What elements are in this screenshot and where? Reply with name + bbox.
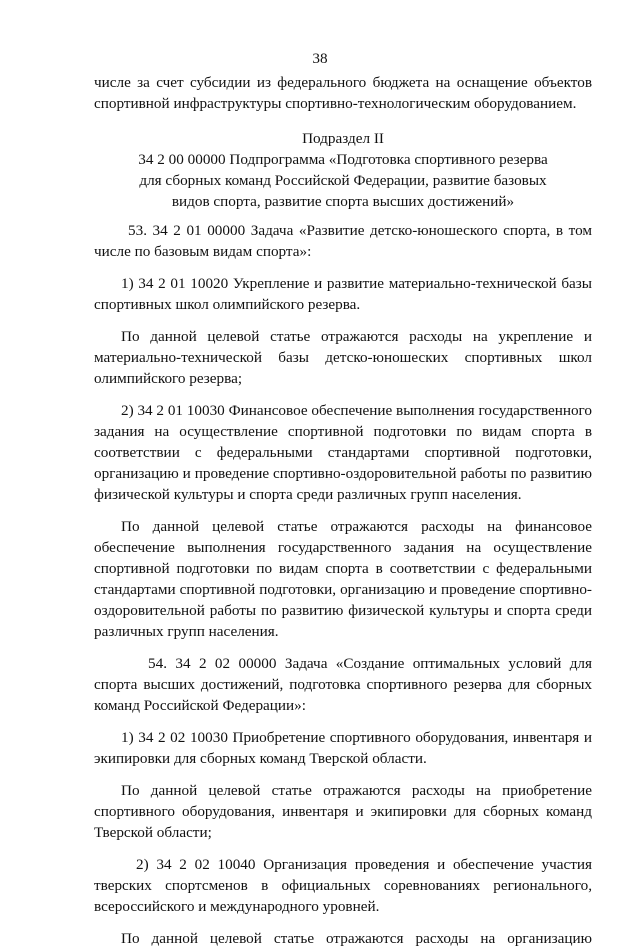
- text-line: числе по базовым видам спорта»:: [94, 243, 312, 260]
- document-body: [94, 72, 592, 949]
- text-line: материально-технической базы детско-юношеских спортивных школ: [94, 349, 592, 366]
- text-line: физической культуры и спорта среди различных групп населения.: [94, 486, 522, 503]
- description-paragraph: [94, 928, 592, 949]
- heading-line: для сборных команд Российской Федерации, развитие базовых: [139, 172, 547, 189]
- description-paragraph: [94, 326, 592, 389]
- text-line: По данной целевой статье отражаются расходы на приобретение: [121, 782, 592, 799]
- text-line: оздоровительной работы по развитию физической культуры и спорта среди: [94, 602, 592, 619]
- description-paragraph: [94, 516, 592, 642]
- text-line: По данной целевой статье отражаются расходы на организацию: [121, 930, 592, 947]
- task-paragraph-54: [94, 653, 592, 716]
- subsection-heading: [94, 128, 592, 212]
- text-line: задания на осуществление спортивной подготовки по видам спорта в: [94, 423, 592, 440]
- text-line: различных групп населения.: [94, 623, 279, 640]
- text-line: 2) 34 2 01 10030 Финансовое обеспечение выполнения государственного: [121, 402, 592, 419]
- text-line: спортивных школ олимпийского резерва.: [94, 296, 361, 313]
- text-line: стандартами спортивной подготовки, организацию и проведение спортивно-: [94, 581, 592, 598]
- heading-line: 34 2 00 00000 Подпрограмма «Подготовка спортивного резерва: [138, 151, 548, 168]
- text-line: спортивного оборудования, инвентаря и экипировки для сборных команд: [94, 803, 592, 820]
- item-paragraph: [94, 273, 592, 315]
- text-line: Тверской области;: [94, 824, 212, 841]
- text-line: спорта высших достижений, подготовка спортивного резерва для сборных: [94, 676, 592, 693]
- description-paragraph: [94, 780, 592, 843]
- heading-line: видов спорта, развитие спорта высших достижений»: [171, 193, 515, 210]
- text-line: соответствии с федеральными стандартами спортивной подготовки,: [94, 444, 592, 461]
- text-line: 2) 34 2 02 10040 Организация проведения и обеспечение участия: [136, 856, 592, 873]
- page-number: 38: [312, 50, 328, 67]
- item-paragraph: [94, 400, 592, 505]
- text-line: обеспечение выполнения государственного задания на осуществление: [94, 539, 592, 556]
- task-paragraph-53: [94, 220, 592, 262]
- text-line: всероссийского и международного уровней.: [94, 898, 380, 915]
- text-line: По данной целевой статье отражаются расходы на укрепление и: [121, 328, 592, 345]
- text-line: числе за счет субсидии из федерального бюджета на оснащение объектов: [94, 74, 592, 91]
- text-line: организацию и проведение спортивно-оздоровительной работы по развитию: [94, 465, 592, 482]
- subsection-title: Подраздел II: [302, 130, 384, 147]
- text-line: 54. 34 2 02 00000 Задача «Создание оптимальных условий для: [148, 655, 592, 672]
- text-line: По данной целевой статье отражаются расходы на финансовое: [121, 518, 592, 535]
- text-line: 53. 34 2 01 00000 Задача «Развитие детско-юношеского спорта, в том: [128, 222, 592, 239]
- text-line: экипировки для сборных команд Тверской области.: [94, 750, 427, 767]
- text-line: 1) 34 2 02 10030 Приобретение спортивного оборудования, инвентаря и: [121, 729, 592, 746]
- text-line: спортивной инфраструктуры спортивно-технологическим оборудованием.: [94, 95, 577, 112]
- text-line: тверских спортсменов в официальных соревнованиях регионального,: [94, 877, 592, 894]
- item-paragraph: [94, 727, 592, 769]
- item-paragraph: [94, 854, 592, 917]
- text-line: команд Российской Федерации»:: [94, 697, 306, 714]
- paragraph-continuation: [94, 72, 592, 114]
- text-line: спортивной подготовки по видам спорта в соответствии с федеральными: [94, 560, 592, 577]
- text-line: 1) 34 2 01 10020 Укрепление и развитие материально-технической базы: [121, 275, 592, 292]
- text-line: олимпийского резерва;: [94, 370, 243, 387]
